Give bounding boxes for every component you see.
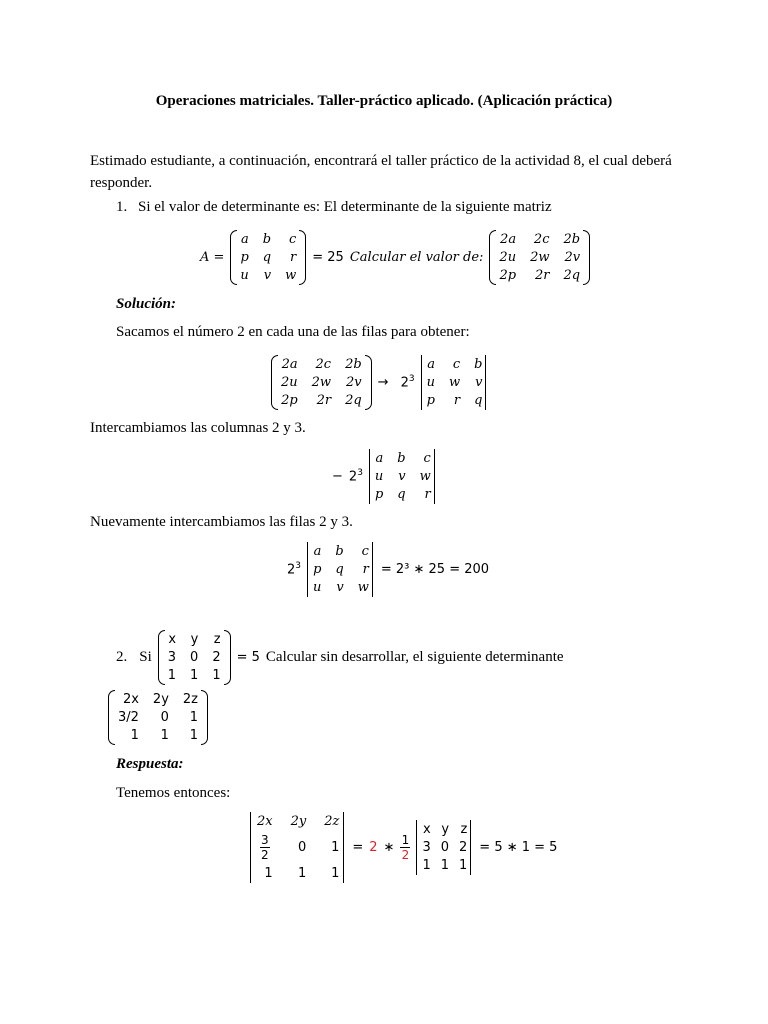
matrix-cell: w	[357, 580, 369, 595]
q1-number: 1.	[116, 199, 128, 215]
matrix-cell: p	[426, 393, 435, 408]
matrix-cell: 2u	[281, 375, 298, 390]
respuesta-det-right	[416, 820, 473, 875]
matrix-cell: r	[362, 562, 369, 577]
matrix-cell: 2x	[122, 692, 139, 707]
solucion-label: Solución:	[116, 296, 177, 312]
matrix-cell: 2w	[311, 375, 332, 390]
matrix-cell: 2	[459, 840, 468, 855]
matrix-cell: 2c	[315, 357, 332, 372]
matrix-cell: a	[427, 357, 435, 372]
matrix-cell: 1	[190, 668, 199, 683]
matrix-cell: q	[474, 393, 483, 408]
respuesta-equation	[250, 812, 557, 883]
matrix-cell: q	[335, 562, 344, 577]
matrix-cell: a	[313, 544, 322, 559]
matrix-cell: q	[397, 487, 406, 502]
q1-matrix-a	[230, 230, 306, 285]
matrix-cell: r	[424, 487, 431, 502]
respuesta-det-left: 2x 2y 2z $\frac{3}{2}$ 0 1 1 1 1	[250, 812, 346, 883]
red-two: 2	[369, 840, 378, 855]
matrix-cell: w	[285, 268, 297, 283]
matrix-cell: 2v	[564, 250, 581, 265]
q2-equals: = 5	[236, 650, 260, 665]
matrix-cell: v	[398, 469, 406, 484]
matrix-cell: 2r	[316, 393, 332, 408]
matrix-cell: z	[460, 822, 468, 837]
matrix-cell: w	[419, 469, 431, 484]
matrix-cell: b	[262, 232, 272, 247]
matrix-cell: 2b	[563, 232, 581, 247]
matrix-cell: 1	[167, 668, 177, 683]
matrix-cell: 2p	[281, 393, 298, 408]
respuesta-text: Tenemos entonces:	[116, 785, 231, 801]
step3-result: = 2³ ∗ 25 = 200	[380, 562, 490, 577]
matrix-cell: p	[374, 487, 384, 502]
matrix-cell: q	[262, 250, 272, 265]
matrix-cell: 1	[459, 858, 468, 873]
matrix-cell: 1	[189, 710, 198, 725]
matrix-cell: b	[474, 357, 483, 372]
frac-one-half: $\frac{1}{2}$	[401, 833, 410, 862]
step2-text: Intercambiamos las columnas 2 y 3.	[90, 420, 306, 436]
q2-number: 2.	[116, 649, 128, 665]
matrix-cell: x	[423, 822, 431, 837]
matrix-cell: 1	[212, 668, 221, 683]
matrix-cell: 2b	[345, 357, 362, 372]
step3-text: Nuevamente intercambiamos las filas 2 y 3.	[90, 514, 353, 530]
matrix-cell: u	[240, 268, 249, 283]
matrix-cell: z	[213, 632, 221, 647]
matrix-cell: c	[288, 232, 297, 247]
q1-equals: = 25	[312, 250, 344, 265]
matrix-cell: r	[453, 393, 461, 408]
matrix-cell: 2r	[534, 268, 550, 283]
matrix-cell: 3	[422, 840, 431, 855]
matrix-cell: 2q	[563, 268, 581, 283]
matrix-cell: 1	[422, 858, 431, 873]
matrix-cell: 1	[440, 858, 450, 873]
respuesta-result: = 5 ∗ 1 = 5	[479, 840, 558, 855]
q1-text: Si el valor de determinante es: El determinante de la siguiente matriz	[138, 199, 552, 215]
q2-line	[116, 630, 564, 685]
matrix-cell: x	[168, 632, 177, 647]
matrix-cell: 1	[130, 728, 139, 743]
matrix-cell: 2a	[500, 232, 517, 247]
factor-3: $2^3$	[287, 561, 302, 578]
respuesta-label: Respuesta:	[116, 756, 184, 772]
step1-right-det	[421, 355, 489, 410]
q1-matrix-b	[489, 230, 590, 285]
factor-2: $2^3$	[348, 468, 363, 485]
matrix-cell: 2c	[533, 232, 550, 247]
step1-left-matrix	[271, 355, 372, 410]
intro-paragraph: Estimado estudiante, a continuación, encontrará el taller práctico de la actividad 8, el cual deberá responder.	[90, 153, 672, 191]
step1-equation	[271, 355, 488, 410]
matrix-cell: b	[397, 451, 406, 466]
matrix-cell: p	[313, 562, 322, 577]
matrix-cell: c	[361, 544, 369, 559]
factor: $2^3$	[400, 374, 415, 391]
matrix-cell: y	[441, 822, 450, 837]
matrix-cell: u	[374, 469, 384, 484]
matrix-cell: 1	[189, 728, 198, 743]
matrix-cell: u	[313, 580, 322, 595]
step3-det	[307, 542, 375, 597]
matrix-cell: 2v	[346, 375, 362, 390]
matrix-cell: a	[241, 232, 249, 247]
matrix-cell: 2p	[499, 268, 517, 283]
page-title: Operaciones matriciales. Taller-práctico aplicado. (Aplicación práctica)	[155, 93, 613, 109]
arrow: →	[377, 375, 389, 390]
q1-calc-text: Calcular el valor de:	[349, 250, 484, 265]
matrix-cell: r	[290, 250, 297, 265]
q2-matrix-b	[108, 690, 208, 745]
star: ∗	[383, 840, 395, 855]
matrix-cell: v	[475, 375, 483, 390]
matrix-cell: 2q	[345, 393, 362, 408]
matrix-cell: 1	[160, 728, 169, 743]
matrix-cell: 0	[440, 840, 450, 855]
matrix-cell: 2w	[530, 250, 550, 265]
minus: −	[332, 469, 343, 484]
matrix-cell: 2a	[281, 357, 298, 372]
matrix-cell: 3/2	[118, 710, 139, 725]
q2-si: Si	[139, 649, 152, 665]
eq-sign: =	[352, 840, 364, 855]
matrix-cell: 3	[167, 650, 177, 665]
matrix-cell: 2z	[182, 692, 198, 707]
step2-equation	[332, 449, 437, 504]
matrix-cell: 2y	[152, 692, 169, 707]
matrix-cell: 0	[190, 650, 199, 665]
step1-text: Sacamos el número 2 en cada una de las filas para obtener:	[116, 324, 470, 340]
matrix-cell: u	[426, 375, 435, 390]
matrix-cell: w	[448, 375, 461, 390]
q2-text: Calcular sin desarrollar, el siguiente determinante	[265, 649, 564, 665]
matrix-cell: 2u	[499, 250, 517, 265]
matrix-cell: c	[423, 451, 431, 466]
matrix-cell: v	[336, 580, 344, 595]
matrix-cell: p	[240, 250, 249, 265]
q1-lhs: A =	[200, 250, 225, 265]
step2-det	[369, 449, 437, 504]
matrix-cell: 2	[212, 650, 221, 665]
matrix-cell: v	[263, 268, 272, 283]
q2-matrix-b-wrap	[108, 690, 208, 745]
matrix-cell: y	[190, 632, 199, 647]
matrix-cell: 0	[160, 710, 169, 725]
frac-three-halves: $\frac{3}{2}$	[260, 833, 269, 862]
matrix-cell: b	[335, 544, 344, 559]
step3-equation	[287, 542, 489, 597]
matrix-cell: a	[375, 451, 384, 466]
q1-equation	[200, 230, 590, 285]
matrix-cell: c	[452, 357, 461, 372]
q2-matrix	[158, 630, 231, 685]
